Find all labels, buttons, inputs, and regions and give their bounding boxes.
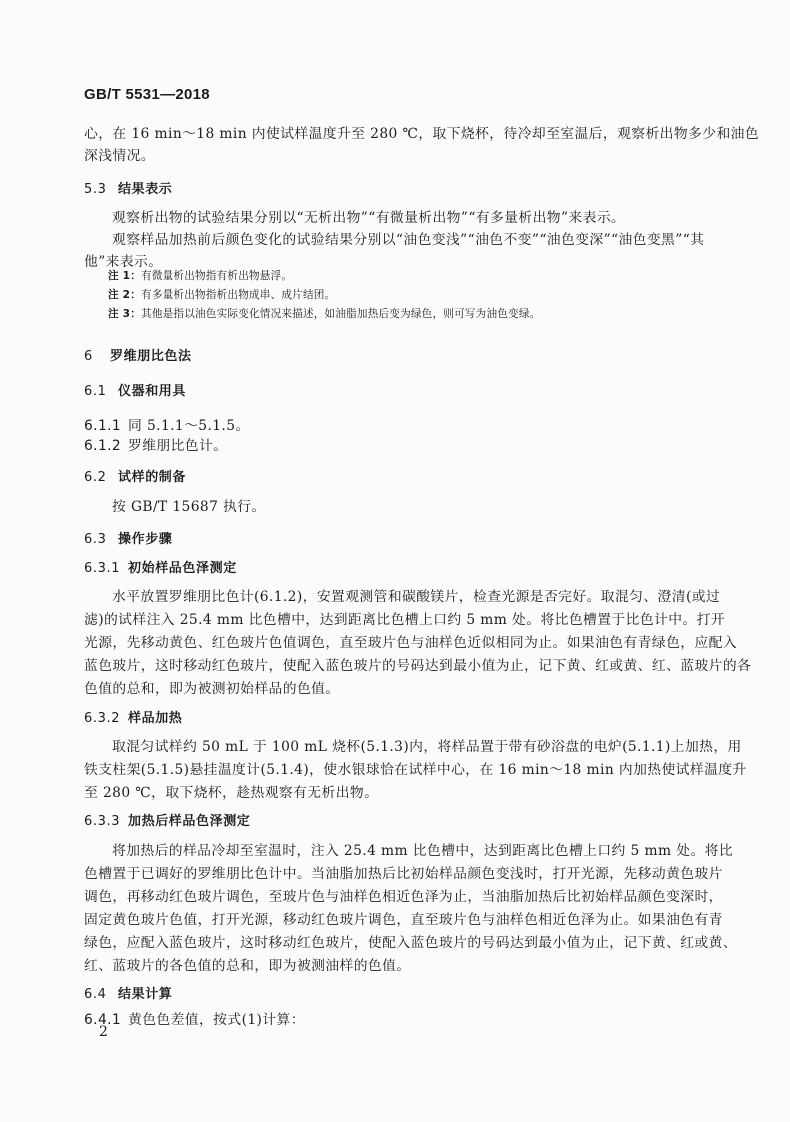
clause-text: 罗维朋比色计。	[128, 438, 228, 454]
paragraph-line: 心，在 16 min～18 min 内使试样温度升至 280 ℃，取下烧杯，待冷却至室温后，观察析出物多少和油色	[84, 126, 760, 142]
section-heading-6-3-1	[84, 557, 237, 576]
paragraph-line: 色槽置于已调好的罗维朋比色计中。当油脂加热后比初始样品颜色变浅时，打开光源，先移动黄色玻片	[84, 866, 723, 882]
note-label: 注 3：	[108, 308, 142, 320]
page-number: 2	[99, 1024, 108, 1040]
paragraph-line: 至 280 ℃，取下烧杯，趁热观察有无析出物。	[84, 785, 379, 801]
section-number: 6.3.3	[84, 814, 121, 829]
note-3	[108, 306, 540, 321]
standard-code-header: GB/T 5531—2018	[84, 86, 210, 103]
section-number: 6.3	[84, 532, 107, 547]
section-heading-6	[84, 345, 192, 364]
paragraph-line: 观察样品加热前后颜色变化的试验结果分别以“油色变浅”“油色不变”“油色变深”“油色变黑”“其	[112, 232, 705, 248]
clause-text: 黄色色差值，按式(1)计算：	[128, 1012, 305, 1028]
paragraph-line: 取混匀试样约 50 mL 于 100 mL 烧杯(5.1.3)内，将样品置于带有砂浴盘的电炉(5.1.1)上加热，用	[112, 739, 742, 755]
clause-text: 同 5.1.1～5.1.5。	[128, 418, 250, 434]
section-number: 5.3	[84, 182, 107, 197]
paragraph-line: 红、蓝玻片的各色值的总和，即为被测油样的色值。	[84, 958, 411, 974]
section-title: 样品加热	[128, 711, 183, 726]
section-heading-6-4	[84, 983, 172, 1002]
section-title: 试样的制备	[118, 470, 187, 485]
note-label: 注 2：	[108, 289, 142, 301]
note-text: 其他是指以油色实际变化情况来描述，如油脂加热后变为绿色，则可写为油色变绿。	[141, 308, 541, 320]
section-title: 初始样品色泽测定	[128, 561, 237, 576]
section-number: 6.4	[84, 987, 107, 1002]
section-title: 罗维朋比色法	[110, 349, 192, 364]
section-heading-6-3-3	[84, 810, 250, 829]
note-2	[108, 287, 335, 302]
section-title: 加热后样品色泽测定	[128, 814, 251, 829]
clause-6-1-1	[84, 414, 250, 434]
paragraph-line: 色值的总和，即为被测初始样品的色值。	[84, 681, 340, 697]
paragraph-line: 他”来表示。	[84, 254, 163, 270]
paragraph-line: 铁支柱架(5.1.5)悬挂温度计(5.1.4)，使水银球恰在试样中心，在 16 min～18 min 内加热使试样温度升	[84, 762, 747, 778]
section-number: 6	[84, 349, 93, 364]
section-heading-6-3-2	[84, 707, 182, 726]
paragraph-line: 调色，再移动红色玻片调色，至玻片色与油样色相近色泽为止，当油脂加热后比初始样品颜色变深时，	[84, 889, 723, 905]
section-heading-6-3	[84, 528, 172, 547]
clause-number: 6.4.1	[84, 1012, 122, 1028]
section-heading-5-3	[84, 178, 172, 197]
section-title: 操作步骤	[118, 532, 173, 547]
note-text: 有多量析出物指析出物成串、成片结团。	[141, 289, 336, 301]
note-text: 有微量析出物指有析出物悬浮。	[141, 270, 293, 282]
section-number: 6.3.1	[84, 561, 121, 576]
note-label: 注 1：	[108, 270, 142, 282]
paragraph-line: 固定黄色玻片色值，打开光源，移动红色玻片调色，直至玻片色与油样色相近色泽为止。如果油色有青	[84, 912, 723, 928]
paragraph-line: 深浅情况。	[84, 148, 155, 164]
clause-number: 6.1.1	[84, 418, 122, 434]
section-heading-6-2	[84, 466, 186, 485]
paragraph-line: 按 GB/T 15687 执行。	[112, 499, 266, 515]
paragraph-line: 水平放置罗维朋比色计(6.1.2)，安置观测管和碳酸镁片，检查光源是否完好。取混匀、澄清(或过	[112, 589, 721, 605]
section-number: 6.3.2	[84, 711, 121, 726]
paragraph-line: 蓝色玻片，这时移动红色玻片，使配入蓝色玻片的号码达到最小值为止，记下黄、红或黄、红、蓝玻片的各	[84, 658, 752, 674]
paragraph-line: 光源，先移动黄色、红色玻片色值调色，直至玻片色与油样色近似相同为止。如果油色有青绿色，应配入	[84, 635, 738, 651]
section-title: 仪器和用具	[118, 384, 187, 399]
section-title: 结果表示	[118, 182, 173, 197]
section-title: 结果计算	[118, 987, 173, 1002]
section-number: 6.2	[84, 470, 107, 485]
section-number: 6.1	[84, 384, 107, 399]
clause-6-4-1	[84, 1008, 305, 1028]
clause-6-1-2	[84, 434, 227, 454]
clause-number: 6.1.2	[84, 438, 122, 454]
section-heading-6-1	[84, 380, 186, 399]
paragraph-line: 滤)的试样注入 25.4 mm 比色槽中，达到距离比色槽上口约 5 mm 处。将比色槽置于比色计中。打开	[84, 612, 726, 628]
paragraph-line: 观察析出物的试验结果分别以“无析出物”“有微量析出物”“有多量析出物”来表示。	[112, 210, 626, 226]
note-1	[108, 268, 292, 283]
paragraph-line: 绿色，应配入蓝色玻片，这时移动红色玻片，使配入蓝色玻片的号码达到最小值为止，记下黄、红或黄、	[84, 935, 738, 951]
paragraph-line: 将加热后的样品冷却至室温时，注入 25.4 mm 比色槽中，达到距离比色槽上口约 5 mm 处。将比	[112, 843, 734, 859]
